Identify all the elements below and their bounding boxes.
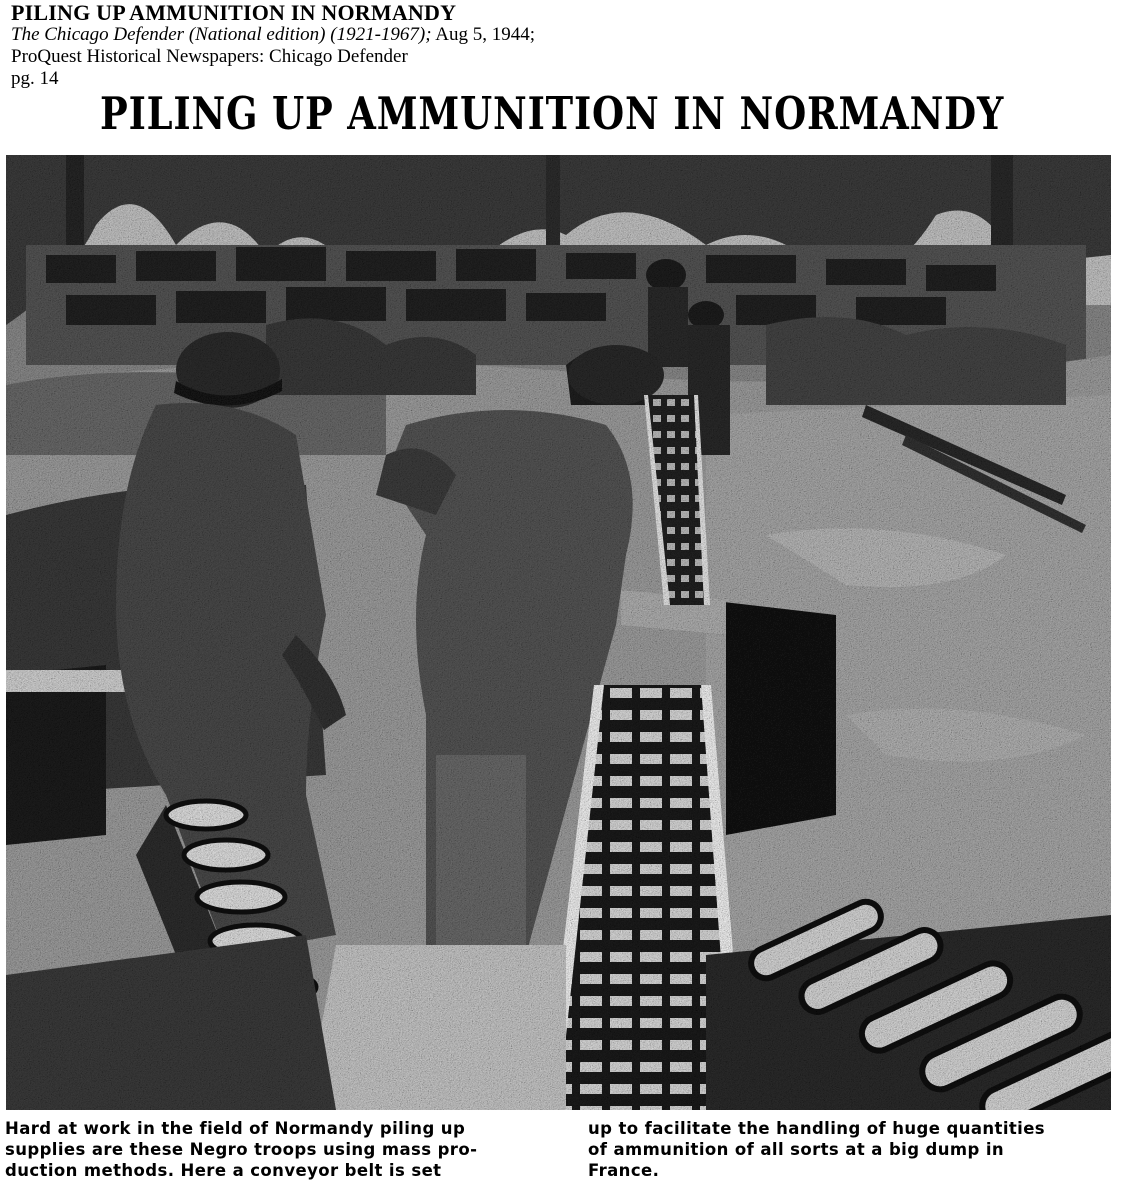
citation-page: pg. 14 xyxy=(11,68,59,89)
article-headline: PILING UP AMMUNITION IN NORMANDY xyxy=(100,87,1005,140)
photo-caption-left xyxy=(5,1118,545,1181)
news-photograph xyxy=(6,155,1111,1110)
citation-title: PILING UP AMMUNITION IN NORMANDY xyxy=(11,0,457,25)
caption-line: Hard at work in the field of Normandy piling up xyxy=(5,1119,466,1138)
photo-caption-right xyxy=(588,1118,1118,1181)
caption-line: up to facilitate the handling of huge quantities xyxy=(588,1119,1046,1138)
caption-line: duction methods. Here a conveyor belt is set xyxy=(5,1161,442,1180)
caption-line: France. xyxy=(588,1161,660,1180)
caption-line: of ammunition of all sorts at a big dump in xyxy=(588,1140,1005,1159)
citation-block xyxy=(11,2,711,90)
caption-line: supplies are these Negro troops using mass pro- xyxy=(5,1140,478,1159)
citation-source xyxy=(11,24,711,46)
citation-source-publication: The Chicago Defender (National edition) (1921-1967); xyxy=(11,24,432,45)
citation-source-date: Aug 5, 1944; xyxy=(431,24,536,45)
citation-database: ProQuest Historical Newspapers: Chicago Defender xyxy=(11,46,408,67)
photo-illustration xyxy=(6,155,1111,1110)
